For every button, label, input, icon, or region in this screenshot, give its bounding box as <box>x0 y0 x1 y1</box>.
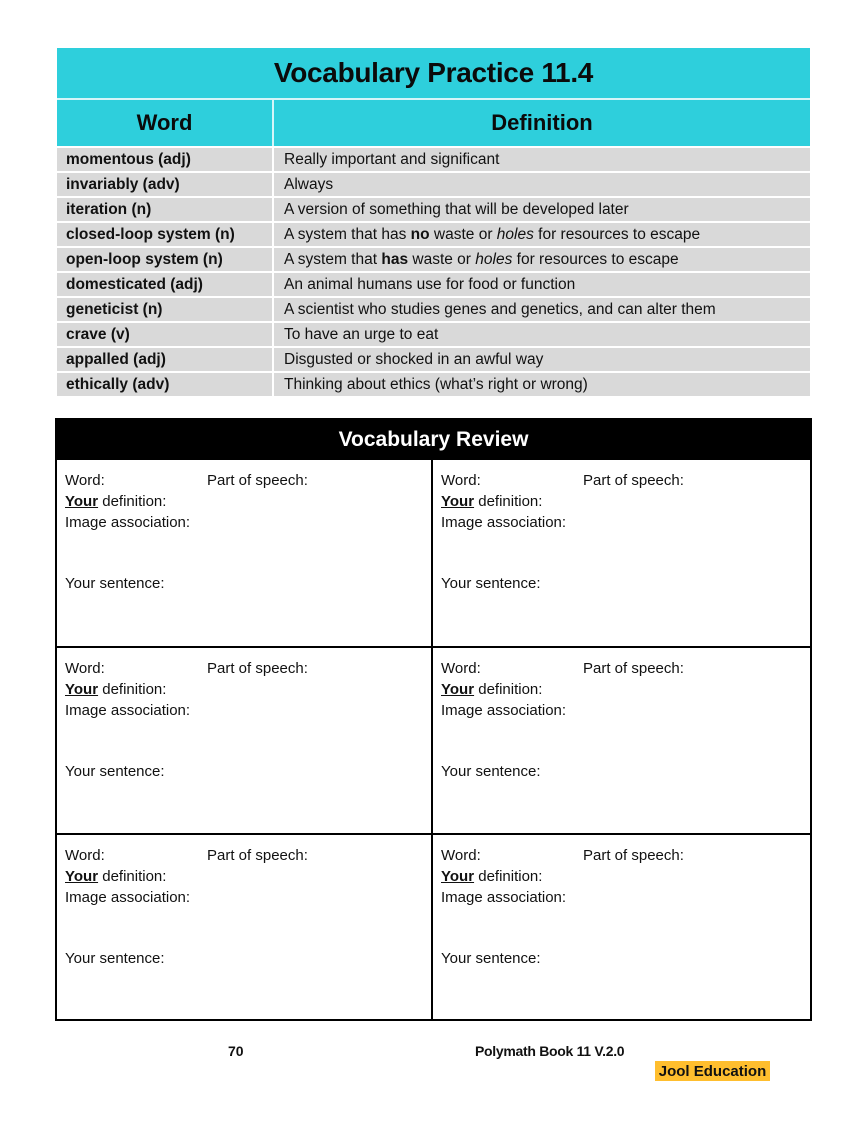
image-association-label: Image association: <box>441 514 567 531</box>
your-emphasis: Your <box>65 868 99 885</box>
your-emphasis: Your <box>441 681 475 698</box>
table-row <box>57 371 810 396</box>
vocab-definition <box>274 223 810 246</box>
table-row <box>57 321 810 346</box>
definition-fragment: has <box>381 250 409 268</box>
definition-line <box>65 679 431 700</box>
definition-label: definition: <box>474 681 543 698</box>
definition-fragment: A scientist who studies genes and genetics, and can alter them <box>284 300 716 318</box>
definition-fragment: Really important and significant <box>284 150 500 168</box>
definition-fragment: holes <box>496 225 534 243</box>
your-emphasis: Your <box>65 493 99 510</box>
part-of-speech-label: Part of speech: <box>583 847 684 864</box>
vocab-word: momentous (adj) <box>57 148 274 171</box>
vocab-word: domesticated (adj) <box>57 273 274 296</box>
table-row <box>57 221 810 246</box>
vocab-definition <box>274 148 810 171</box>
your-emphasis: Your <box>441 868 475 885</box>
vocab-word: ethically (adv) <box>57 373 274 396</box>
image-association-label: Image association: <box>65 702 191 719</box>
vocab-definition <box>274 173 810 196</box>
definition-line <box>441 491 810 512</box>
word-line <box>65 845 431 866</box>
definition-line <box>441 866 810 887</box>
word-line <box>441 845 810 866</box>
table-row <box>57 196 810 221</box>
definition-fragment: for resources to escape <box>533 225 701 243</box>
your-emphasis: Your <box>65 681 99 698</box>
vocab-definition <box>274 298 810 321</box>
table-row <box>57 246 810 271</box>
vocab-word: iteration (n) <box>57 198 274 221</box>
definition-label: definition: <box>98 493 167 510</box>
your-emphasis: Your <box>441 493 475 510</box>
definition-fragment: A version of something that will be developed later <box>284 200 629 218</box>
word-line <box>441 658 810 679</box>
definition-line <box>65 866 431 887</box>
definition-label: definition: <box>98 681 167 698</box>
definition-fragment: Always <box>284 175 334 193</box>
column-header-word: Word <box>57 100 274 146</box>
vocabulary-review-box <box>55 418 812 1021</box>
word-line <box>65 470 431 491</box>
sentence-label: Your sentence: <box>441 950 541 967</box>
vocab-word: geneticist (n) <box>57 298 274 321</box>
review-cell[interactable] <box>57 646 433 833</box>
image-association-label: Image association: <box>65 889 191 906</box>
vocab-word: closed-loop system (n) <box>57 223 274 246</box>
definition-fragment: An animal humans use for food or function <box>284 275 576 293</box>
vocabulary-practice-table <box>57 48 810 396</box>
brand-badge: Jool Education <box>655 1061 770 1081</box>
vocab-definition <box>274 348 810 371</box>
definition-fragment: Thinking about ethics (what’s right or wrong) <box>284 375 588 393</box>
definition-label: definition: <box>474 493 543 510</box>
image-association-label: Image association: <box>441 702 567 719</box>
part-of-speech-label: Part of speech: <box>207 847 308 864</box>
book-version: Polymath Book 11 V.2.0 <box>475 1043 625 1059</box>
part-of-speech-label: Part of speech: <box>583 660 684 677</box>
vocab-definition <box>274 248 810 271</box>
column-header-definition: Definition <box>274 100 810 146</box>
vocab-word: appalled (adj) <box>57 348 274 371</box>
review-cell[interactable] <box>433 833 810 1019</box>
definition-fragment: for resources to escape <box>512 250 679 268</box>
definition-fragment: waste or <box>408 250 476 268</box>
table-row <box>57 171 810 196</box>
review-cell[interactable] <box>57 833 433 1019</box>
vocab-definition <box>274 198 810 221</box>
table-row <box>57 346 810 371</box>
page-number: 70 <box>228 1043 244 1059</box>
review-cell[interactable] <box>433 460 810 646</box>
sentence-label: Your sentence: <box>65 950 165 967</box>
word-label: Word: <box>441 847 481 864</box>
word-label: Word: <box>441 472 481 489</box>
vocab-rows <box>57 146 810 396</box>
definition-fragment: To have an urge to eat <box>284 325 439 343</box>
word-label: Word: <box>441 660 481 677</box>
definition-fragment: waste or <box>429 225 497 243</box>
definition-label: definition: <box>98 868 167 885</box>
definition-label: definition: <box>474 868 543 885</box>
part-of-speech-label: Part of speech: <box>207 472 308 489</box>
image-association-label: Image association: <box>65 514 191 531</box>
part-of-speech-label: Part of speech: <box>207 660 308 677</box>
word-line <box>65 658 431 679</box>
vocab-word: crave (v) <box>57 323 274 346</box>
vocab-word: open-loop system (n) <box>57 248 274 271</box>
image-association-label: Image association: <box>441 889 567 906</box>
definition-fragment: Disgusted or shocked in an awful way <box>284 350 544 368</box>
review-cell[interactable] <box>433 646 810 833</box>
vocabulary-review-title: Vocabulary Review <box>57 420 810 460</box>
sentence-label: Your sentence: <box>441 763 541 780</box>
review-cell[interactable] <box>57 460 433 646</box>
table-row <box>57 271 810 296</box>
table-header-row <box>57 98 810 146</box>
vocab-definition <box>274 373 810 396</box>
vocab-definition <box>274 323 810 346</box>
word-label: Word: <box>65 660 105 677</box>
definition-fragment: A system that has <box>284 225 411 243</box>
definition-line <box>441 679 810 700</box>
sentence-label: Your sentence: <box>65 575 165 592</box>
definition-fragment: holes <box>475 250 513 268</box>
word-line <box>441 470 810 491</box>
sentence-label: Your sentence: <box>441 575 541 592</box>
part-of-speech-label: Part of speech: <box>583 472 684 489</box>
table-row <box>57 146 810 171</box>
word-label: Word: <box>65 472 105 489</box>
definition-fragment: A system that <box>284 250 382 268</box>
vocab-word: invariably (adv) <box>57 173 274 196</box>
vocab-definition <box>274 273 810 296</box>
vocabulary-practice-title: Vocabulary Practice 11.4 <box>57 48 810 98</box>
word-label: Word: <box>65 847 105 864</box>
table-row <box>57 296 810 321</box>
definition-line <box>65 491 431 512</box>
sentence-label: Your sentence: <box>65 763 165 780</box>
review-grid <box>57 460 810 1019</box>
definition-fragment: no <box>410 225 430 243</box>
